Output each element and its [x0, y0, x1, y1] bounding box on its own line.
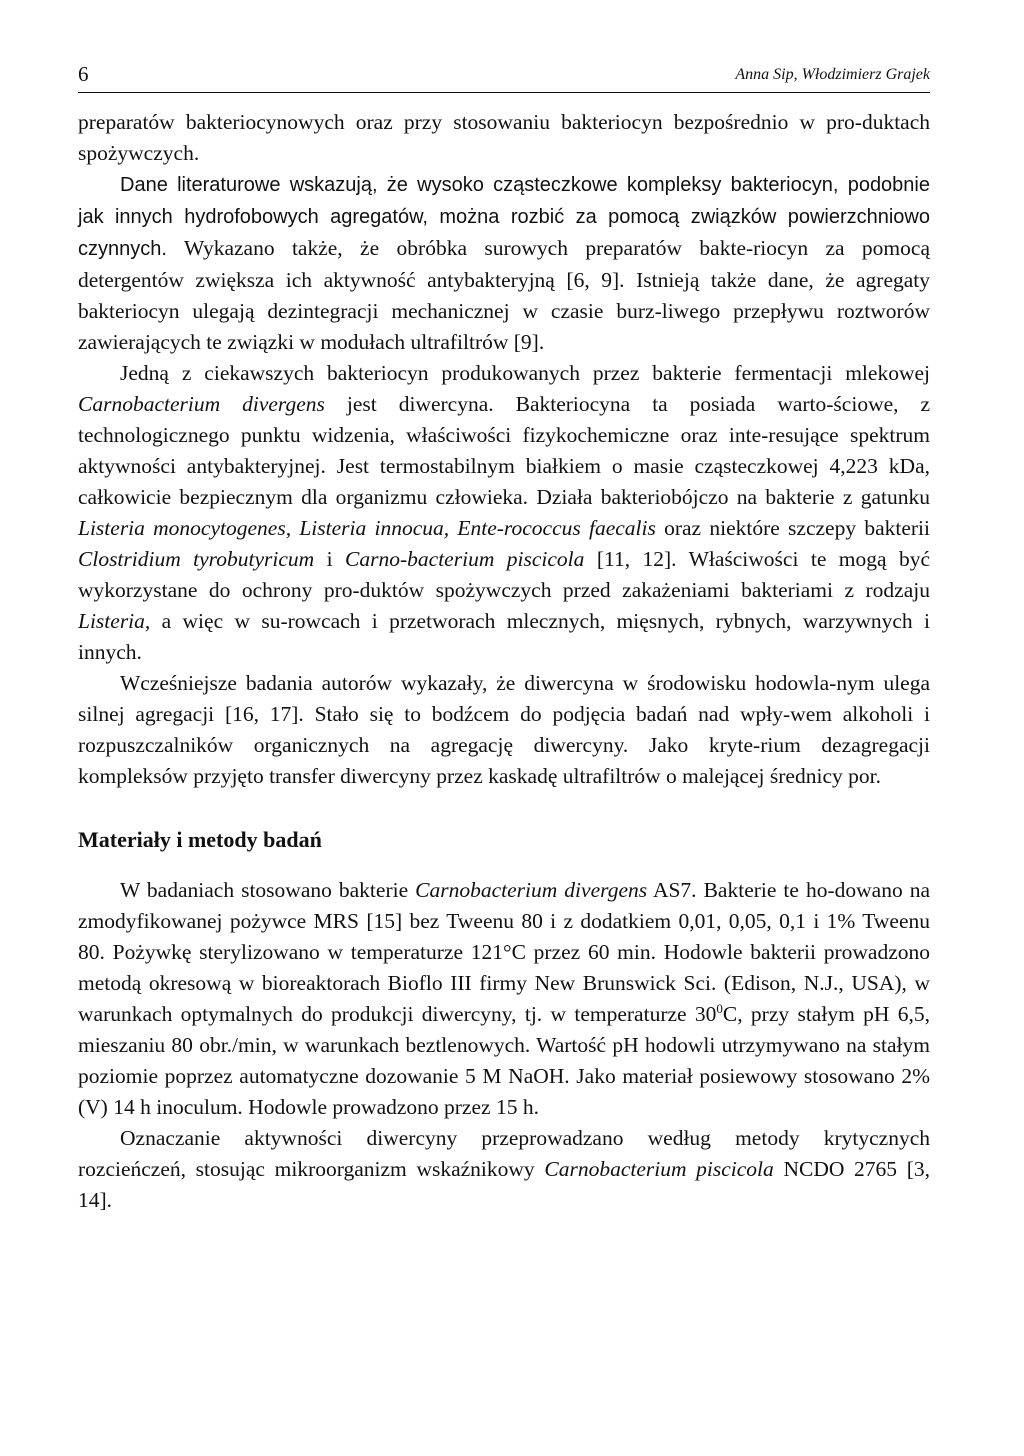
species-name: Listeria, [78, 609, 151, 633]
paragraph-text: NCDO 2765 [3, 14]. [78, 1157, 931, 1212]
paragraph-methods [78, 875, 930, 1123]
paragraph-text: oraz niektóre szczepy bakterii [664, 516, 930, 540]
paragraph-text: Wykazano także, że obróbka surowych preparatów bakte-riocyn za pomocą detergentów zwiększa ich aktywność antybakteryjną [6, 9]. Istnieją także dane, że agregaty bakteriocyn ulegają dezintegracji mechanicznej w czasie burz-liwego przepływu roztworów zawierających te związki w modułach ultrafiltrów [9]. [78, 236, 930, 354]
paragraph-text: jest diwercyna. Bakteriocyna ta posiada warto-ściowe, z technologicznego punktu widzenia, właściwości fizykochemiczne oraz inte-resujące spektrum aktywności antybakteryjnej. Jest termostabilnym białkiem o masie cząsteczkowej 4,223 kDa, całkowicie bezpiecznym dla organizmu człowieka. Działa bakteriobójczo na bakterie z gatunku [78, 392, 931, 509]
running-header [78, 62, 930, 93]
species-name: Carno-bacterium piscicola [345, 547, 585, 571]
page-number: 6 [78, 62, 89, 86]
body-text [78, 107, 930, 1216]
paragraph-text: a więc w su-rowcach i przetworach mlecznych, mięsnych, rybnych, warzywnych i innych. [78, 609, 931, 664]
section-heading: Materiały i metody badań [78, 827, 322, 852]
superscript-degree: 0 [716, 1000, 723, 1016]
species-name: Listeria monocytogenes, Listeria innocua, Ente-rococcus faecalis [78, 516, 656, 540]
paragraph-text: Jedną z ciekawszych bakteriocyn produkowanych przez bakterie fermentacji mlekowej [120, 361, 930, 385]
paragraph-text: i [326, 547, 333, 571]
paragraph-text-sans: Dane literaturowe wskazują, że wysoko cząsteczkowe kompleksy bakteriocyn, podobnie jak innych hydrofobowych agregatów, można rozbić za pomocą związków powierzchniowo czynnych. [78, 174, 930, 260]
species-name: Carnobacterium divergens [415, 878, 648, 902]
paragraph-text: W badaniach stosowano bakterie [120, 878, 409, 902]
paragraph-text: C, przy stałym pH 6,5, mieszaniu 80 obr./min, w warunkach beztlenowych. Wartość pH hodowli utrzymywano na stałym poziomie poprzez automatyczne dozowanie 5 M NaOH. Jako materiał posiewowy stosowano 2% (V) 14 h inoculum. Hodowle prowadzono przez 15 h. [78, 1002, 930, 1119]
paragraph-literature [78, 169, 930, 358]
paragraph-intro-continued [78, 107, 930, 169]
species-name: Carnobacterium divergens [78, 392, 325, 416]
header-authors: Anna Sip, Włodzimierz Grajek [735, 66, 930, 83]
paragraph-earlier-research [78, 668, 930, 792]
paragraph-text: [11, 12]. Właściwości te mogą być wykorzystane do ochrony pro-duktów spożywczych przed zakażeniami bakteriami z rodzaju [78, 547, 931, 602]
paragraph-activity-assay [78, 1123, 930, 1216]
paragraph-divercin [78, 358, 930, 668]
paragraph-text: Oznaczanie aktywności diwercyny przeprowadzano według metody krytycznych rozcieńczeń, stosując mikroorganizm wskaźnikowy [78, 1126, 930, 1181]
paragraph-text: Wcześniejsze badania autorów wykazały, że diwercyna w środowisku hodowla-nym ulega silnej agregacji [16, 17]. Stało się to bodźcem do podjęcia badań nad wpły-wem alkoholi i rozpuszczalników organicznych na agregację diwercyny. Jako kryte-rium dezagregacji kompleksów przyjęto transfer diwercyny przez kaskadę ultrafiltrów o malejącej średnicy por. [78, 671, 930, 788]
document-page [78, 62, 930, 1216]
species-name: Carnobacterium piscicola [544, 1157, 774, 1181]
species-name: Clostridium tyrobutyricum [78, 547, 315, 571]
paragraph-text: preparatów bakteriocynowych oraz przy stosowaniu bakteriocyn bezpośrednio w pro-duktach spożywczych. [78, 110, 930, 165]
paragraph-text: AS7. Bakterie te ho-dowano na zmodyfikowanej pożywce MRS [15] bez Tweenu 80 i z dodatkiem 0,01, 0,05, 0,1 i 1% Tweenu 80. Pożywkę sterylizowano w temperaturze 121°C przez 60 min. Hodowle bakterii prowadzono metodą okresową w bioreaktorach Bioflo III firmy New Brunswick Sci. (Edison, N.J., USA), w warunkach optymalnych do produkcji diwercyny, tj. w temperaturze 30 [78, 878, 931, 1026]
